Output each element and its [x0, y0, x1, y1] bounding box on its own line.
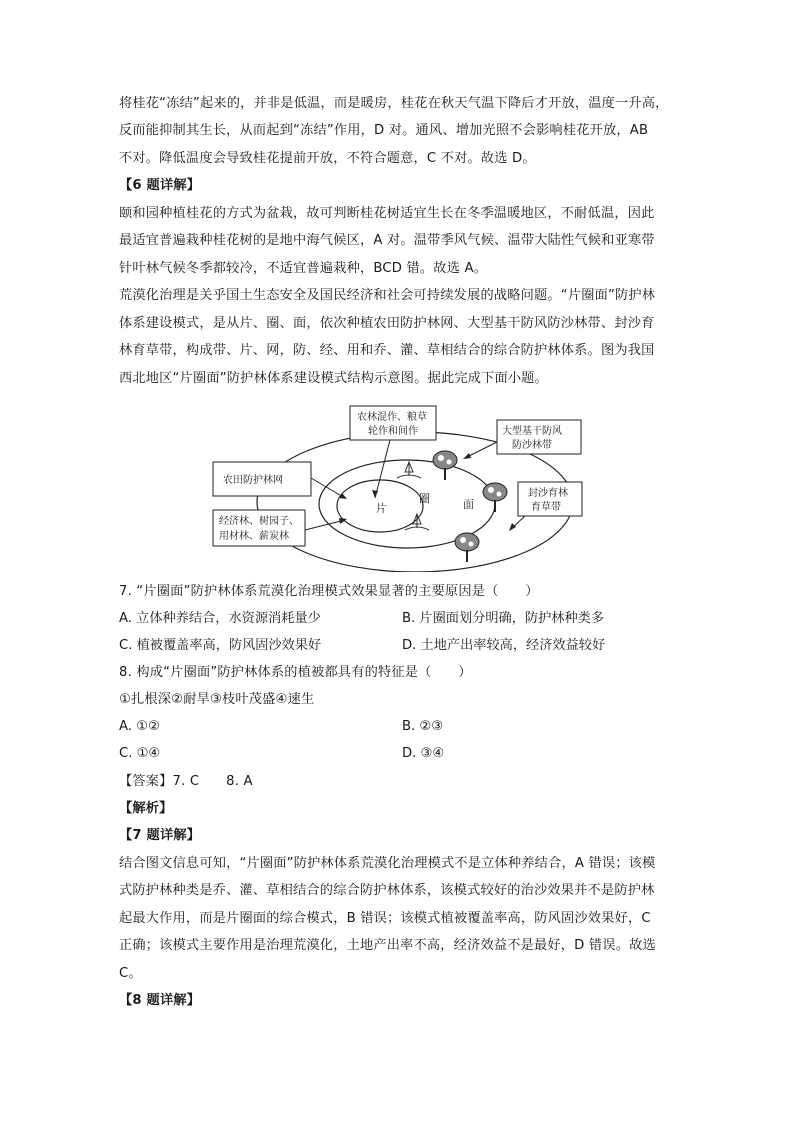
paragraph-line: 荒漠化治理是关乎国土生态安全及国民经济和社会可持续发展的战略问题。“片圈面”防护林 [119, 288, 656, 303]
q8-option-d[interactable]: D. ③④ [402, 746, 445, 761]
explanation-line: 结合图文信息可知，“片圈面”防护林体系荒漠化治理模式不是立体种养结合，A 错误；该模 [119, 856, 656, 871]
label-pian: 片 [376, 502, 387, 515]
paragraph-line: 反而能抑制其生长，从而起到“冻结”作用，D 对。通风、增加光照不会影响桂花开放，AB [119, 123, 649, 138]
question-8-items: ①扎根深②耐旱③枝叶茂盛④速生 [119, 692, 315, 707]
label-quan: 圈 [419, 492, 430, 505]
box-nonglin-line1: 农林混作、粮草 [357, 412, 427, 423]
box-nonglin-line2: 轮作和间作 [368, 426, 418, 437]
label-mian: 面 [463, 498, 474, 511]
paragraph-line: 针叶林气候冬季都较冷，不适宜普遍栽种，BCD 错。故选 A。 [119, 261, 488, 276]
question-8-stem: 8. 构成“片圈面”防护林体系的植被都具有的特征是（ ） [119, 665, 472, 680]
paragraph-line: 将桂花“冻结”起来的，并非是低温，而是暖房，桂花在秋天气温下降后才开放，温度一升高， [119, 96, 669, 111]
box-jigan-line1: 大型基干防风 [502, 426, 562, 437]
explanation-line: 式防护林种类是乔、灌、草相结合的综合防护林体系，该模式较好的治沙效果并不是防护林 [119, 883, 655, 898]
windbreak-icon [397, 462, 421, 478]
q7-option-a[interactable]: A. 立体种养结合，水资源消耗量少 [119, 611, 321, 626]
paragraph-line: 林育草带，构成带、片、网，防、经、用和乔、灌、草相结合的综合防护林体系。图为我国 [119, 343, 655, 358]
explanation-line: 起最大作用，而是片圈面的综合模式，B 错误；该模式植被覆盖率高，防风固沙效果好，C [119, 911, 651, 926]
explanation-line: 正确；该模式主要作用是治理荒漠化，土地产出率不高，经济效益不是最好，D 错误。故选 [119, 938, 656, 953]
analysis-heading: 【解析】 [119, 801, 173, 816]
paragraph-line: 颐和园种植桂花的方式为盆栽，故可判断桂花树适宜生长在冬季温暖地区，不耐低温，因此 [119, 206, 655, 221]
tree-icon [483, 483, 507, 512]
paragraph-line: 不对。降低温度会导致桂花提前开放，不符合题意，C 不对。故选 D。 [119, 151, 536, 166]
box-jingji-line1: 经济林、树园子、 [219, 516, 299, 527]
section-heading-7: 【7 题详解】 [119, 828, 201, 843]
box-jigan-line2: 防沙林带 [512, 440, 552, 451]
q7-option-d[interactable]: D. 土地产出率较高，经济效益较好 [402, 638, 606, 653]
question-7-stem: 7. “片圈面”防护林体系荒漠化治理模式效果显著的主要原因是（ ） [119, 584, 539, 599]
q8-option-a[interactable]: A. ①② [119, 719, 160, 734]
section-heading-8: 【8 题详解】 [119, 993, 201, 1008]
q8-option-b[interactable]: B. ②③ [402, 719, 444, 734]
box-fengsha-line1: 封沙育林 [528, 488, 568, 499]
q7-option-b[interactable]: B. 片圈面划分明确，防护林种类多 [402, 611, 605, 626]
paragraph-line: 西北地区“片圈面”防护林体系建设模式结构示意图。据此完成下面小题。 [119, 371, 549, 386]
windbreak-icon [405, 514, 429, 530]
section-heading-6: 【6 题详解】 [119, 178, 201, 193]
box-fengsha-line2: 育草带 [531, 502, 561, 513]
explanation-line: C。 [119, 966, 142, 981]
q8-option-c[interactable]: C. ①④ [119, 746, 161, 761]
tree-icon [433, 451, 457, 480]
box-jingji-line2: 用材林、薪炭林 [219, 531, 289, 542]
box-nongtian-text: 农田防护林网 [223, 475, 283, 486]
pianquanmian-diagram [205, 402, 595, 572]
answer-line: 【答案】7. C 8. A [119, 774, 253, 789]
paragraph-line: 体系建设模式，是从片、圈、面，依次种植农田防护林网、大型基干防风防沙林带、封沙育 [119, 316, 655, 331]
q7-option-c[interactable]: C. 植被覆盖率高，防风固沙效果好 [119, 638, 322, 653]
paragraph-line: 最适宜普遍栽种桂花树的是地中海气候区，A 对。温带季风气候、温带大陆性气候和亚寒带 [119, 233, 655, 248]
tree-icon [455, 533, 479, 562]
